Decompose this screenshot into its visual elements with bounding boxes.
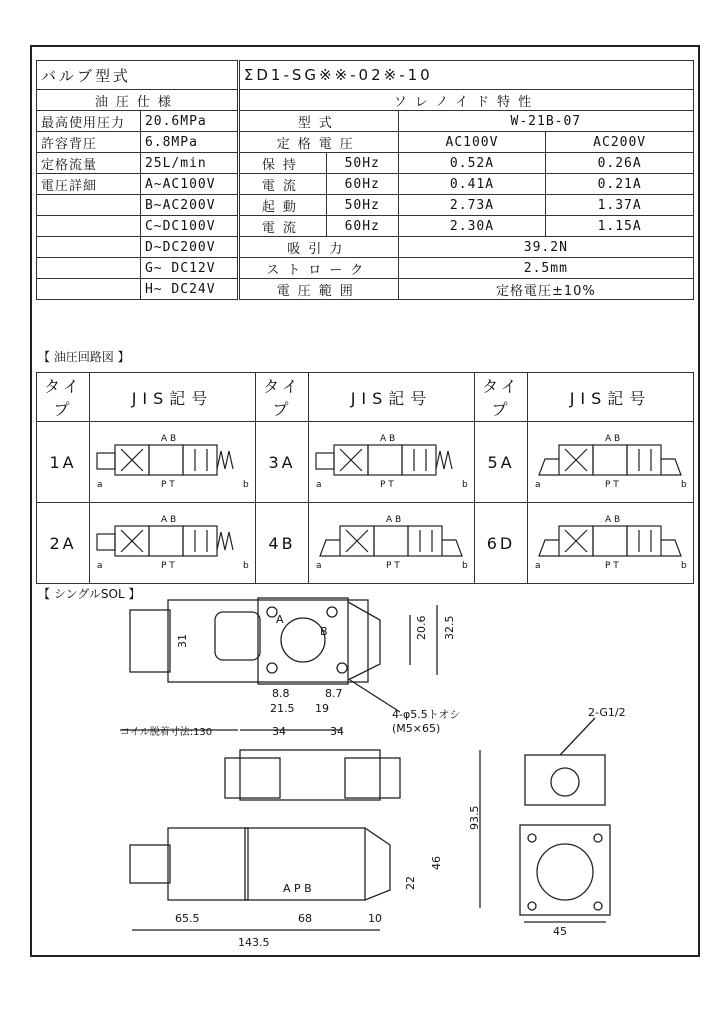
front-cap	[365, 828, 390, 900]
sol-a-label: a	[534, 561, 541, 571]
valve-box	[149, 445, 183, 475]
dim-19: 19	[315, 702, 329, 715]
dim-34-a: 34	[272, 725, 286, 738]
valve-box	[593, 445, 627, 475]
type-5a: 5A	[475, 422, 528, 503]
jis-header: JIS記号	[309, 373, 475, 422]
current-cell: 0.52A	[398, 153, 546, 174]
valve-box	[183, 445, 217, 475]
type-label: 型式	[238, 111, 398, 132]
row-key	[37, 258, 141, 279]
sol-b-label: b	[680, 561, 687, 571]
spec-table	[36, 60, 694, 300]
row-key	[37, 237, 141, 258]
row-value: 25L/min	[140, 153, 238, 174]
sol-b-label: b	[680, 480, 687, 490]
front-ports: A P B	[283, 882, 312, 895]
dim-31: 31	[176, 634, 189, 648]
coil-connector	[130, 610, 170, 672]
side-port	[551, 768, 579, 796]
port-ab-label: A B	[379, 434, 395, 444]
current-cell: 0.26A	[546, 153, 694, 174]
sol-a-label: a	[96, 480, 103, 490]
type-value: W-21B-07	[398, 111, 693, 132]
sol-a-label: a	[534, 480, 541, 490]
symbol-5a	[528, 422, 694, 503]
side-body	[520, 825, 610, 915]
spring	[217, 451, 233, 469]
bolt-label: 4-φ5.5トオシ	[392, 708, 461, 721]
voltage-label: 定格電圧	[238, 132, 398, 153]
front-connector	[130, 845, 170, 883]
symbol-2a	[90, 503, 256, 584]
current-cell: 0.41A	[398, 174, 546, 195]
voltage-ac100: AC100V	[398, 132, 546, 153]
dim-93-5: 93.5	[468, 805, 481, 830]
valve-box	[368, 445, 402, 475]
dim-22: 22	[404, 876, 417, 890]
solenoid-left	[320, 540, 340, 556]
sol-a-label: a	[96, 561, 103, 571]
port-ab-label: A B	[385, 515, 401, 525]
symbol-3a	[309, 422, 475, 503]
hold-label: 保持	[238, 153, 326, 174]
symbol-1a	[90, 422, 256, 503]
valve-drawing	[0, 590, 724, 950]
sol-b-label: b	[461, 480, 468, 490]
current-label: 電流	[238, 216, 326, 237]
circuit-title: 【 油圧回路図 】	[38, 350, 130, 364]
spring	[436, 451, 452, 469]
port-ab-label: A B	[160, 515, 176, 525]
row-key	[37, 216, 141, 237]
manifold-face	[258, 598, 348, 684]
voltage-ac200: AC200V	[546, 132, 694, 153]
valve-box	[183, 526, 217, 556]
dim-21-5: 21.5	[270, 702, 295, 715]
port-circle	[281, 618, 325, 662]
spring	[217, 532, 233, 550]
type-6d: 6D	[475, 503, 528, 584]
type-header: タイプ	[475, 373, 528, 422]
dim-34-b: 34	[330, 725, 344, 738]
end-cap	[348, 602, 380, 680]
jis-header: JIS記号	[528, 373, 694, 422]
port-pt-label: P T	[604, 480, 619, 490]
row-value: 20.6MPa	[140, 111, 238, 132]
dim-10: 10	[368, 912, 382, 925]
port-ab-label: A B	[160, 434, 176, 444]
row-key: 定格流量	[37, 153, 141, 174]
sol-a-label: a	[315, 480, 322, 490]
side-bore	[537, 844, 593, 900]
freq-60: 60Hz	[326, 216, 398, 237]
row-value: H~ DC24V	[140, 279, 238, 300]
range-label: 電圧範囲	[238, 279, 398, 300]
type-header: タイプ	[256, 373, 309, 422]
freq-60: 60Hz	[326, 174, 398, 195]
current-cell: 2.30A	[398, 216, 546, 237]
sol-b-label: b	[461, 561, 468, 571]
dim-8-7: 8.7	[325, 687, 343, 700]
force-value: 39.2N	[398, 237, 693, 258]
model-value: ΣD1-SG※※-02※-10	[238, 61, 693, 90]
side-hole	[594, 902, 602, 910]
valve-box	[593, 526, 627, 556]
side-top	[525, 755, 605, 805]
solenoid-right	[442, 540, 462, 556]
port-pt-label: P T	[385, 561, 400, 571]
bolt-hole	[267, 663, 277, 673]
valve-box	[149, 526, 183, 556]
model-label: バルブ型式	[37, 61, 239, 90]
freq-50: 50Hz	[326, 195, 398, 216]
current-cell: 1.37A	[546, 195, 694, 216]
bolt-hole	[327, 607, 337, 617]
symbol-6d	[528, 503, 694, 584]
solenoid	[316, 453, 334, 469]
jis-header: JIS記号	[90, 373, 256, 422]
front-flange-left	[225, 758, 280, 798]
solenoid-left	[539, 540, 559, 556]
valve-box	[627, 526, 661, 556]
front-coil	[168, 828, 248, 900]
bolt-hole	[337, 663, 347, 673]
dim-46: 46	[430, 856, 443, 870]
dim-143-5: 143.5	[238, 936, 270, 949]
row-value: 6.8MPa	[140, 132, 238, 153]
jis-table	[36, 372, 694, 584]
dim-45: 45	[553, 925, 567, 938]
valve-box	[408, 526, 442, 556]
row-key: 最高使用圧力	[37, 111, 141, 132]
row-key	[37, 195, 141, 216]
solenoid-right	[661, 540, 681, 556]
coil-window	[215, 612, 260, 660]
solenoid-left	[539, 459, 559, 475]
stroke-label: ストローク	[238, 258, 398, 279]
solenoid	[97, 453, 115, 469]
solenoid	[97, 534, 115, 550]
bolt-sub: (M5×65)	[392, 722, 441, 735]
type-4b: 4B	[256, 503, 309, 584]
hyd-header: 油圧仕様	[37, 90, 239, 111]
port-ab-label: A B	[604, 515, 620, 525]
g-label: 2-G1/2	[588, 706, 626, 719]
type-header: タイプ	[37, 373, 90, 422]
valve-box	[374, 526, 408, 556]
dim-32-5: 32.5	[443, 615, 456, 640]
current-cell: 0.21A	[546, 174, 694, 195]
dim-68: 68	[298, 912, 312, 925]
drawing-title: 【 シングルSOL 】	[38, 587, 141, 601]
stroke-value: 2.5mm	[398, 258, 693, 279]
current-cell: 2.73A	[398, 195, 546, 216]
front-flange-right	[345, 758, 400, 798]
port-pt-label: P T	[604, 561, 619, 571]
port-b-label: B	[320, 625, 328, 638]
current-cell: 1.15A	[546, 216, 694, 237]
port-pt-label: P T	[160, 480, 175, 490]
row-value: C~DC100V	[140, 216, 238, 237]
side-hole	[594, 834, 602, 842]
row-value: A~AC100V	[140, 174, 238, 195]
dim-20-6: 20.6	[415, 615, 428, 640]
side-hole	[528, 902, 536, 910]
top-view-body	[168, 600, 368, 682]
type-3a: 3A	[256, 422, 309, 503]
row-value: G~ DC12V	[140, 258, 238, 279]
row-key: 電圧詳細	[37, 174, 141, 195]
side-hole	[528, 834, 536, 842]
port-ab-label: A B	[604, 434, 620, 444]
coil-label: コイル脱着寸法:130	[120, 727, 213, 738]
row-key	[37, 279, 141, 300]
freq-50: 50Hz	[326, 153, 398, 174]
port-pt-label: P T	[379, 480, 394, 490]
sol-a-label: a	[315, 561, 322, 571]
force-label: 吸引力	[238, 237, 398, 258]
solenoid-right	[661, 459, 681, 475]
start-label: 起動	[238, 195, 326, 216]
type-2a: 2A	[37, 503, 90, 584]
dim-65-5: 65.5	[175, 912, 200, 925]
sol-b-label: b	[242, 561, 249, 571]
row-value: B~AC200V	[140, 195, 238, 216]
port-a-label: A	[276, 613, 284, 626]
dim-8-8: 8.8	[272, 687, 290, 700]
range-value: 定格電圧±10%	[398, 279, 693, 300]
leader-line	[560, 718, 595, 755]
valve-box	[627, 445, 661, 475]
sol-header: ソレノイド特性	[238, 90, 693, 111]
row-key: 許容背圧	[37, 132, 141, 153]
type-1a: 1A	[37, 422, 90, 503]
symbol-4b	[309, 503, 475, 584]
port-pt-label: P T	[160, 561, 175, 571]
valve-box	[402, 445, 436, 475]
sol-b-label: b	[242, 480, 249, 490]
row-value: D~DC200V	[140, 237, 238, 258]
current-label: 電流	[238, 174, 326, 195]
